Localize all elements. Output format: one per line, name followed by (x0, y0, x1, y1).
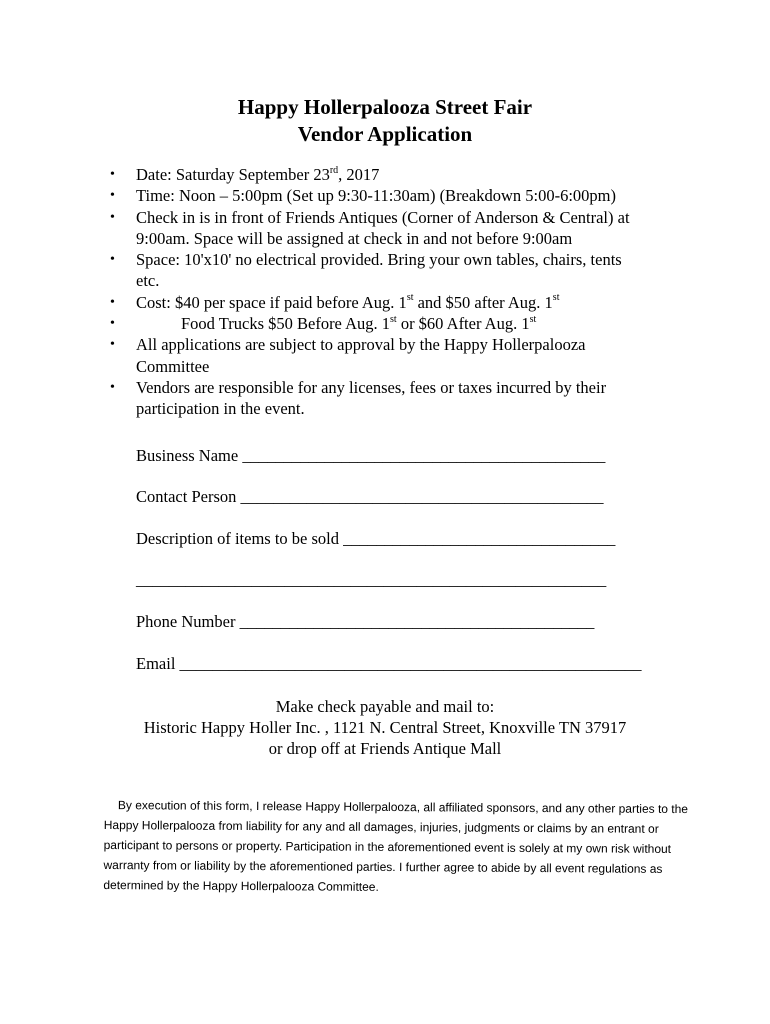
list-item-date (108, 164, 668, 185)
phone-number-field[interactable]: Phone Number ___________________________________________ (136, 612, 595, 631)
approval-text-1: All applications are subject to approval by the Happy Hollerpalooza (136, 335, 586, 355)
bullet-icon: • (110, 209, 115, 225)
liability-release-paragraph (103, 795, 689, 899)
cost-suffix-1: st (406, 292, 414, 304)
cost-suffix-2: st (552, 292, 560, 304)
list-item-approval (108, 334, 668, 377)
date-suffix: rd (329, 164, 339, 176)
cost-text-b: and $50 after Aug. 1 (413, 292, 553, 312)
release-line: Happy Hollerpalooza from liability for any and all damages, injuries, judgments or claims by an entrant or (103, 817, 659, 836)
release-line: participant to persons or property. Participation in the aforementioned event is solely at my own risk without (103, 837, 672, 856)
contact-person-field[interactable]: Contact Person ____________________________________________ (136, 487, 604, 506)
list-item-checkin (108, 207, 668, 250)
vendors-text-2: participation in the event. (136, 399, 305, 419)
food-text-b: or $60 After Aug. 1 (396, 314, 530, 334)
list-item-food-trucks (108, 313, 668, 334)
page-subtitle: Vendor Application (297, 122, 473, 146)
approval-text-2: Committee (136, 356, 210, 376)
vendors-text-1: Vendors are responsible for any licenses, fees or taxes incurred by their (136, 377, 607, 397)
space-text-1: Space: 10'x10' no electrical provided. Bring your own tables, chairs, tents (136, 250, 622, 270)
bullet-icon: • (110, 316, 115, 332)
bullet-icon: • (110, 167, 115, 182)
list-item-cost (108, 292, 668, 313)
release-line: warranty from or liability by the aforementioned parties. I further agree to abide by all event regulations as (103, 857, 663, 876)
list-item-time (108, 185, 668, 206)
mail-address: Historic Happy Holler Inc. , 1121 N. Central Street, Knoxville TN 37917 (143, 718, 627, 737)
bullet-icon: • (110, 252, 115, 268)
details-list (108, 164, 668, 420)
time-text: Time: Noon – 5:00pm (Set up 9:30-11:30am) (Breakdown 5:00-6:00pm) (136, 186, 616, 206)
business-name-field[interactable]: Business Name ____________________________________________ (136, 446, 606, 465)
checkin-text-2: 9:00am. Space will be assigned at check in and not before 9:00am (136, 228, 573, 248)
release-line: determined by the Happy Hollerpalooza Committee. (103, 877, 379, 894)
checkin-text-1: Check in is in front of Friends Antiques (Corner of Anderson & Central) at (136, 207, 630, 227)
space-text-2: etc. (136, 271, 160, 291)
description-field[interactable]: Description of items to be sold _________________________________ (136, 529, 616, 548)
page-title: Happy Hollerpalooza Street Fair (237, 95, 533, 119)
bullet-icon: • (110, 188, 115, 204)
food-suffix-1: st (390, 313, 397, 325)
list-item-vendors (108, 377, 668, 420)
description-continuation-field[interactable]: _________________________________________________________ (136, 570, 607, 589)
list-item-space (108, 249, 668, 292)
cost-text-a: Cost: $40 per space if paid before Aug. 1 (136, 292, 407, 312)
food-text-a: Food Trucks $50 Before Aug. 1 (181, 314, 391, 334)
bullet-icon: • (110, 294, 115, 310)
date-year: , 2017 (338, 165, 380, 184)
drop-off-note: or drop off at Friends Antique Mall (268, 739, 502, 758)
release-line: By execution of this form, I release Happy Hollerpalooza, all affiliated sponsors, and any other parties to the (117, 798, 689, 817)
bullet-icon: • (110, 379, 115, 395)
date-text: Date: Saturday September 23 (136, 165, 330, 184)
bullet-icon: • (110, 337, 115, 353)
email-field[interactable]: Email ________________________________________________________ (136, 654, 642, 673)
food-suffix-2: st (529, 313, 537, 325)
mail-instructions-heading: Make check payable and mail to: (275, 697, 495, 716)
